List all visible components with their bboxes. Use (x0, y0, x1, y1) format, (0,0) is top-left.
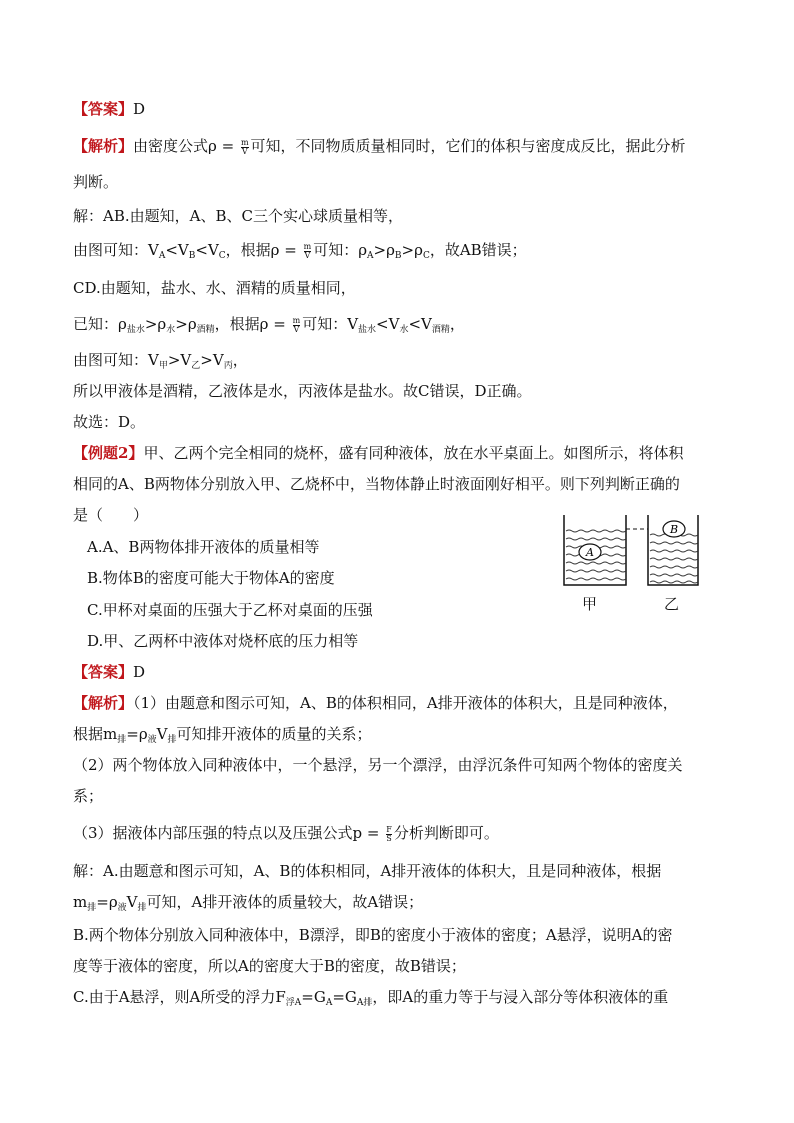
answer-line-2: 【答案】D (73, 663, 146, 681)
text-line: （2）两个物体放入同种液体中，一个悬浮，另一个漂浮，由浮沉条件可知两个物体的密度关 (73, 756, 683, 774)
text-line-with-subscripts: $m_排=\rho_液V_排$可知，A排开液体的质量较大，故A错误； (73, 893, 424, 913)
text-line: 系； (73, 787, 104, 805)
text-line-with-subscripts: 由图可知：$V_A<V_B<V_C$，根据ρ = $\frac{m}{V}$ 可知：$\rho_A>\rho_B>\rho_C$，故AB错误； (73, 241, 527, 261)
analysis-tag: 【解析】 (73, 137, 134, 155)
fraction-m-over-v: $\frac{m}{V}$ (292, 315, 301, 334)
answer-line-1: 【答案】D (73, 100, 146, 118)
question-stem: 是（ ） (73, 506, 149, 524)
text-line-with-subscripts: 根据$m_排=\rho_液V_排$可知排开液体的质量的关系； (73, 725, 372, 745)
text-line-with-subscripts: C.由于A悬浮，则A所受的浮力$F_{浮A}=G_A=G_{A排}$，即A的重力等于与浸入部分等体积液体的重 (73, 988, 669, 1008)
text-line: 解：AB.由题知，A、B、C三个实心球质量相等， (73, 207, 403, 225)
option-b: B.物体B的密度可能大于物体A的密度 (87, 569, 335, 587)
text-line: 所以甲液体是酒精，乙液体是水，丙液体是盐水。故C错误，D正确。 (73, 382, 532, 400)
fraction-m-over-v: $\frac{m}{V}$ (240, 137, 249, 156)
liquid-right (650, 534, 698, 583)
text-line-with-subscripts: 由图可知：$V_甲>V_乙>V_丙$， (73, 351, 248, 371)
example-line-1: 【例题2】甲、乙两个完全相同的烧杯，盛有同种液体，放在水平桌面上。如图所示，将体积 (73, 444, 684, 462)
text-line: 故选：D。 (73, 413, 146, 431)
analysis-line-1: 【解析】由密度公式ρ = $\frac{m}{V}$ 可知，不同物质质量相同时，它们的体积与密度成反比，据此分析 (73, 137, 686, 156)
fraction-f-over-s: $\frac{F}{S}$ (386, 824, 392, 843)
text-line: 相同的A、B两物体分别放入甲、乙烧杯中，当物体静止时液面刚好相平。则下列判断正确的 (73, 475, 680, 493)
beakers-diagram (556, 513, 716, 613)
option-d: D.甲、乙两杯中液体对烧杯底的压力相等 (87, 632, 359, 650)
answer-tag: 【答案】 (73, 663, 134, 681)
text-line: CD.由题知，盐水、水、酒精的质量相同， (73, 279, 356, 297)
text-line: 解：A.由题意和图示可知，A、B的体积相同，A排开液体的体积大，且是同种液体，根据 (73, 862, 662, 880)
caption-right: 乙 (664, 595, 680, 613)
beaker-figure (556, 513, 716, 613)
fraction-m-over-v: $\frac{m}{V}$ (303, 241, 312, 260)
text-line-with-fraction: （3）据液体内部压强的特点以及压强公式p = $\frac{F}{S}$ 分析判断即可。 (73, 824, 499, 843)
option-c: C.甲杯对桌面的压强大于乙杯对桌面的压强 (87, 601, 373, 619)
object-b-label: B (670, 523, 679, 536)
text-line-with-subscripts: 已知：$\rho_{盐水}>\rho_水>\rho_{酒精}$，根据ρ = $\frac{m}{V}$ 可知：$V_{盐水}<V_水<V_{酒精}$， (73, 315, 465, 335)
analysis-line-2: 【解析】（1）由题意和图示可知，A、B的体积相同，A排开液体的体积大，且是同种液体， (73, 694, 678, 712)
analysis-tag: 【解析】 (73, 694, 134, 712)
option-a: A.A、B两物体排开液体的质量相等 (87, 538, 320, 556)
text-line: 判断。 (73, 173, 119, 191)
caption-left: 甲 (582, 595, 598, 613)
answer-tag: 【答案】 (73, 100, 134, 118)
object-a-label: A (586, 546, 594, 559)
example-tag: 【例题2】 (73, 444, 144, 462)
text-line: 度等于液体的密度，所以A的密度大于B的密度，故B错误； (73, 957, 466, 975)
text-line: B.两个物体分别放入同种液体中，B漂浮，即B的密度小于液体的密度；A悬浮，说明A的密 (73, 926, 673, 944)
